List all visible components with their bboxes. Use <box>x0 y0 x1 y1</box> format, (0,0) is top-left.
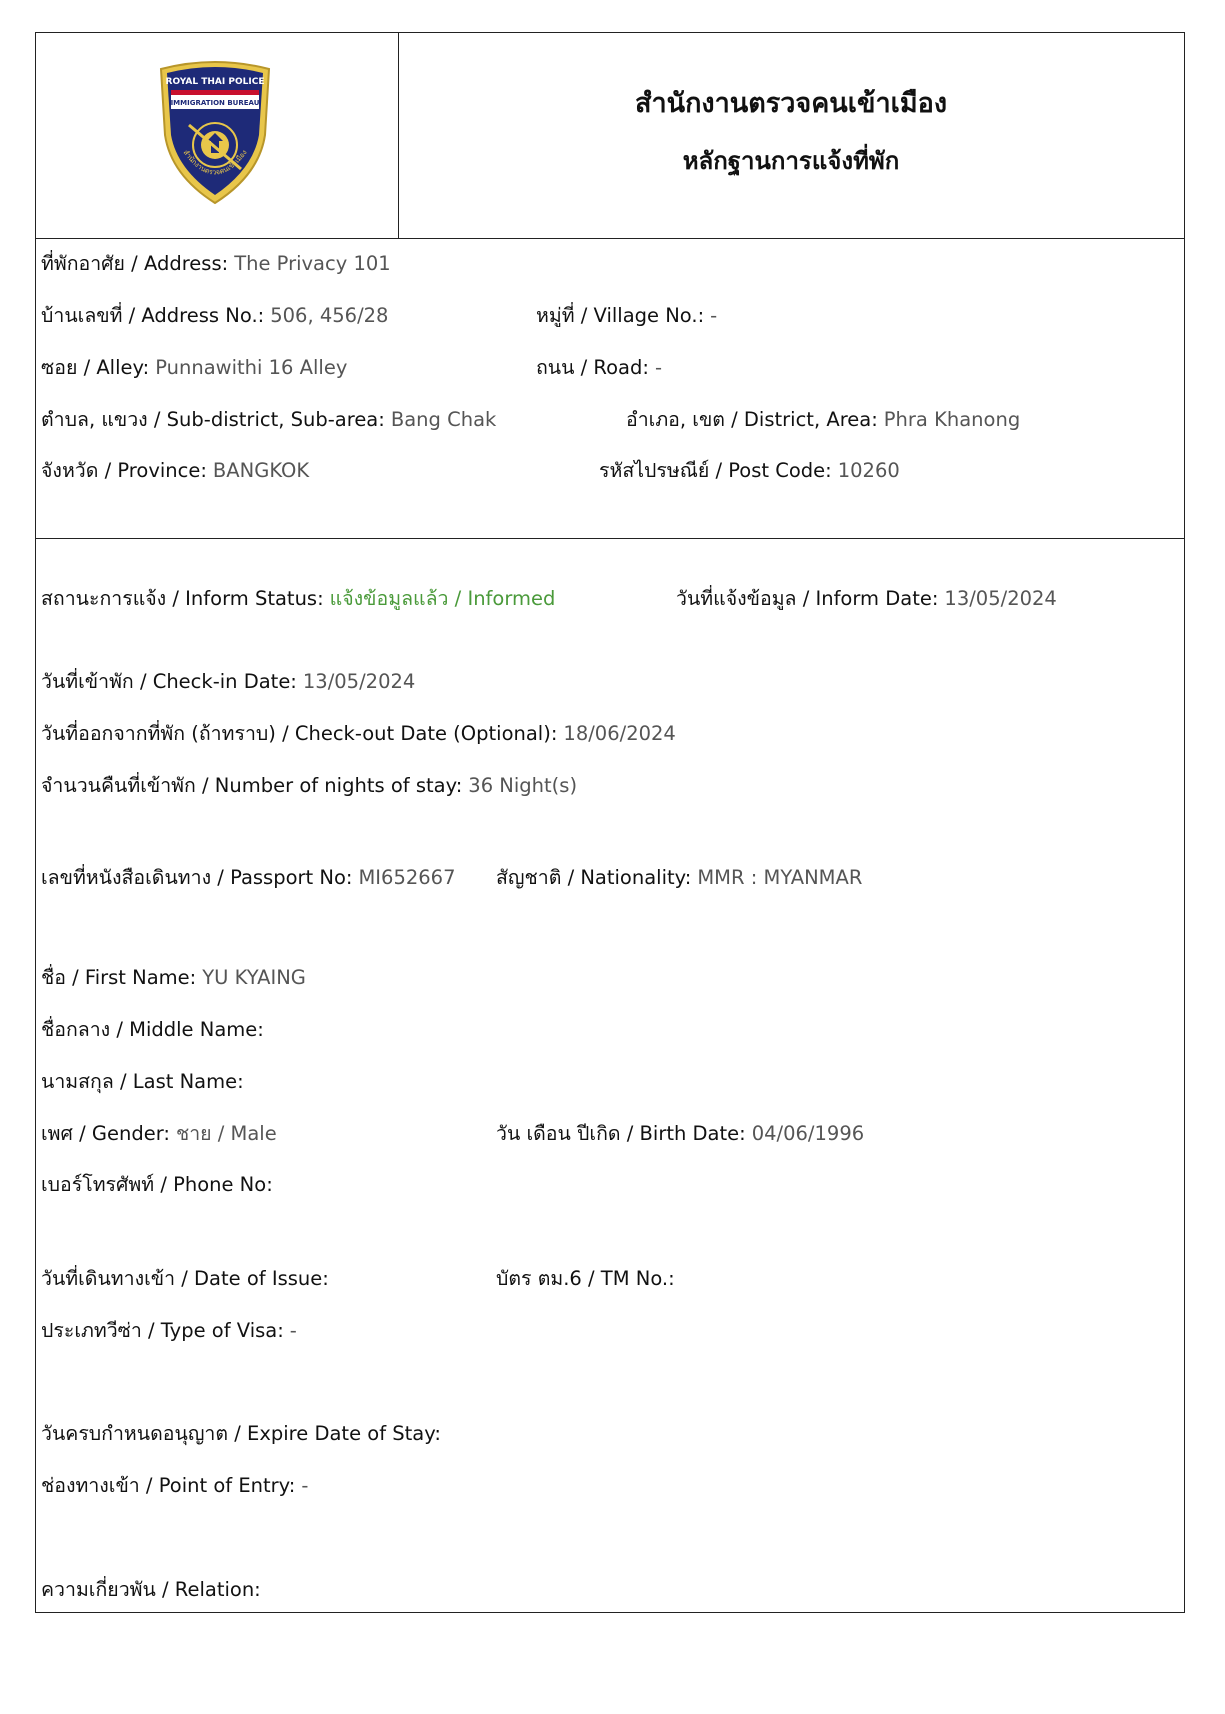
nights-row <box>41 773 577 799</box>
address-row <box>41 251 391 277</box>
address-value: The Privacy 101 <box>234 252 391 275</box>
road-row <box>536 355 662 381</box>
province-label: จังหวัด / Province: <box>41 459 207 482</box>
checkin-label: วันที่เข้าพัก / Check-in Date: <box>41 670 297 693</box>
checkout-value: 18/06/2024 <box>563 722 676 745</box>
checkout-label: วันที่ออกจากที่พัก (ถ้าทราบ) / Check-out Date (Optional): <box>41 722 558 745</box>
address-label: ที่พักอาศัย / Address: <box>41 252 229 275</box>
checkout-row <box>41 721 676 747</box>
section-divider <box>36 538 1184 539</box>
logo-arc-text: สำนักงานตรวจคนเข้าเมือง <box>181 148 249 177</box>
village-label: หมู่ที่ / Village No.: <box>536 304 705 327</box>
district-label: อำเภอ, เขต / District, Area: <box>626 408 878 431</box>
village-value: - <box>710 304 718 327</box>
visa-type-row <box>41 1318 297 1344</box>
road-value: - <box>654 356 662 379</box>
district-value: Phra Khanong <box>883 408 1021 431</box>
inform-status-row <box>41 586 555 612</box>
inform-date-row <box>676 586 1057 612</box>
nights-label: จำนวนคืนที่เข้าพัก / Number of nights of stay: <box>41 774 463 797</box>
nationality-label: สัญชาติ / Nationality: <box>496 866 692 889</box>
phone-label: เบอร์โทรศัพท์ / Phone No: <box>41 1173 273 1196</box>
tm-no-label: บัตร ตม.6 / TM No.: <box>496 1267 675 1290</box>
address-no-value: 506, 456/28 <box>270 304 389 327</box>
province-row <box>41 458 309 484</box>
alley-value: Punnawithi 16 Alley <box>155 356 348 379</box>
middle-name-row <box>41 1017 264 1043</box>
nationality-value: MMR : MYANMAR <box>697 866 863 889</box>
postcode-row <box>599 458 900 484</box>
svg-text:ROYAL THAI POLICE: ROYAL THAI POLICE <box>165 77 265 87</box>
subdistrict-row <box>41 407 496 433</box>
nationality-row <box>496 865 862 891</box>
first-name-value: YU KYAING <box>202 966 306 989</box>
issue-date-label: วันที่เดินทางเข้า / Date of Issue: <box>41 1267 329 1290</box>
visa-type-value: - <box>289 1319 297 1342</box>
last-name-label: นามสกุล / Last Name: <box>41 1070 244 1093</box>
checkin-value: 13/05/2024 <box>302 670 416 693</box>
relation-row <box>41 1577 261 1603</box>
phone-row <box>41 1172 273 1198</box>
first-name-row <box>41 965 306 991</box>
office-title: สำนักงานตรวจคนเข้าเมือง <box>634 88 948 119</box>
birth-date-label: วัน เดือน ปีเกิด / Birth Date: <box>496 1122 746 1145</box>
postcode-value: 10260 <box>837 459 900 482</box>
inform-status-value: แจ้งข้อมูลแล้ว / Informed <box>329 587 556 610</box>
alley-row <box>41 355 347 381</box>
last-name-row <box>41 1069 244 1095</box>
province-value: BANGKOK <box>212 459 310 482</box>
visa-type-label: ประเภทวีซ่า / Type of Visa: <box>41 1319 284 1342</box>
birth-date-value: 04/06/1996 <box>751 1122 865 1145</box>
title-cell <box>398 33 1184 238</box>
subdistrict-value: Bang Chak <box>390 408 497 431</box>
entry-point-value: - <box>301 1474 309 1497</box>
passport-value: MI652667 <box>358 866 456 889</box>
expire-date-label: วันครบกำหนดอนุญาต / Expire Date of Stay: <box>41 1422 441 1445</box>
road-label: ถนน / Road: <box>536 356 649 379</box>
nights-value: 36 Night(s) <box>468 774 578 797</box>
gender-value: ชาย / Male <box>175 1122 277 1145</box>
tm-no-row <box>496 1266 675 1292</box>
birth-date-row <box>496 1121 864 1147</box>
subdistrict-label: ตำบล, แขวง / Sub-district, Sub-area: <box>41 408 385 431</box>
immigration-document <box>35 32 1185 1613</box>
inform-date-value: 13/05/2024 <box>944 587 1057 610</box>
postcode-label: รหัสไปรษณีย์ / Post Code: <box>599 459 832 482</box>
entry-point-label: ช่องทางเข้า / Point of Entry: <box>41 1474 296 1497</box>
checkin-row <box>41 669 415 695</box>
address-no-label: บ้านเลขที่ / Address No.: <box>41 304 265 327</box>
document-title: หลักฐานการแจ้งที่พัก <box>682 147 900 175</box>
address-no-row <box>41 303 388 329</box>
middle-name-label: ชื่อกลาง / Middle Name: <box>41 1018 264 1041</box>
document-header <box>36 33 1184 239</box>
alley-label: ซอย / Alley: <box>41 356 150 379</box>
gender-row <box>41 1121 277 1147</box>
district-row <box>626 407 1020 433</box>
passport-label: เลขที่หนังสือเดินทาง / Passport No: <box>41 866 353 889</box>
expire-date-row <box>41 1421 441 1447</box>
inform-status-label: สถานะการแจ้ง / Inform Status: <box>41 587 324 610</box>
immigration-bureau-badge-logo <box>155 57 275 207</box>
svg-text:IMMIGRATION BUREAU: IMMIGRATION BUREAU <box>170 99 260 107</box>
passport-row <box>41 865 456 891</box>
village-row <box>536 303 717 329</box>
inform-date-label: วันที่แจ้งข้อมูล / Inform Date: <box>676 587 939 610</box>
gender-label: เพศ / Gender: <box>41 1122 170 1145</box>
first-name-label: ชื่อ / First Name: <box>41 966 197 989</box>
entry-point-row <box>41 1473 308 1499</box>
issue-date-row <box>41 1266 329 1292</box>
logo-cell <box>36 33 399 238</box>
relation-label: ความเกี่ยวพัน / Relation: <box>41 1578 261 1601</box>
